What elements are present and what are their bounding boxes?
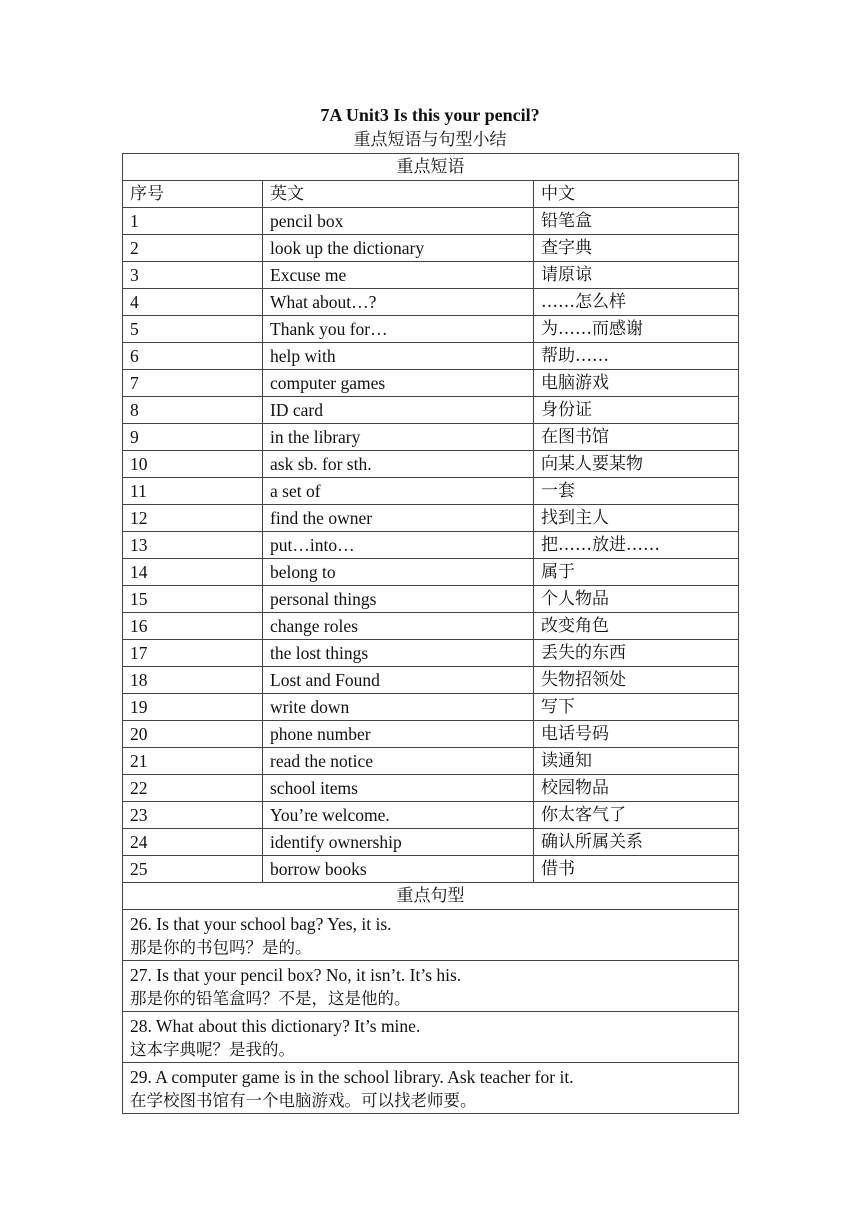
phrase-row [123,343,739,370]
phrase-chinese: 校园物品 [534,775,739,802]
phrase-chinese: 请原谅 [534,262,739,289]
summary-table [122,153,739,1114]
phrase-chinese: 在图书馆 [534,424,739,451]
phrase-row [123,586,739,613]
phrase-chinese: 电脑游戏 [534,370,739,397]
phrase-row [123,316,739,343]
phrase-chinese: 丢失的东西 [534,640,739,667]
phrase-row [123,262,739,289]
header-english: 英文 [263,181,534,208]
phrase-number: 1 [123,208,263,235]
sentence-cell [123,1012,739,1063]
phrase-chinese: 找到主人 [534,505,739,532]
phrase-row [123,775,739,802]
phrase-row [123,802,739,829]
phrase-row [123,721,739,748]
phrase-number: 7 [123,370,263,397]
phrase-english: identify ownership [263,829,534,856]
phrase-number: 22 [123,775,263,802]
phrase-number: 16 [123,613,263,640]
sentences-section-row [123,883,739,910]
phrase-number: 15 [123,586,263,613]
document-title: 7A Unit3 Is this your pencil? [320,105,540,125]
sentence-english: 27. Is that your pencil box? No, it isn’t. It’s his. [130,964,462,985]
phrase-english: belong to [263,559,534,586]
header-row [123,181,739,208]
phrase-english: borrow books [263,856,534,883]
phrase-chinese: 个人物品 [534,586,739,613]
phrase-number: 24 [123,829,263,856]
sentences-section-heading: 重点句型 [123,883,739,910]
header-number: 序号 [123,181,263,208]
phrase-row [123,289,739,316]
phrase-number: 3 [123,262,263,289]
phrase-row [123,397,739,424]
phrase-chinese: 铅笔盒 [534,208,739,235]
phrase-english: Thank you for… [263,316,534,343]
phrase-english: change roles [263,613,534,640]
phrase-english: put…into… [263,532,534,559]
sentence-cell [123,910,739,961]
phrase-english: Lost and Found [263,667,534,694]
sentence-english: 29. A computer game is in the school library. Ask teacher for it. [130,1066,574,1087]
phrase-chinese: 身份证 [534,397,739,424]
phrase-row [123,478,739,505]
phrase-english: the lost things [263,640,534,667]
sentence-row [123,1012,739,1063]
phrase-row [123,370,739,397]
phrase-number: 14 [123,559,263,586]
phrase-english: ask sb. for sth. [263,451,534,478]
phrase-english: find the owner [263,505,534,532]
phrase-number: 23 [123,802,263,829]
sentence-cell [123,1063,739,1114]
phrase-english: read the notice [263,748,534,775]
phrase-chinese: 查字典 [534,235,739,262]
phrase-number: 25 [123,856,263,883]
phrase-chinese: 为……而感谢 [534,316,739,343]
phrase-english: pencil box [263,208,534,235]
phrase-english: look up the dictionary [263,235,534,262]
phrase-chinese: 一套 [534,478,739,505]
phrase-row [123,694,739,721]
phrase-row [123,748,739,775]
phrase-english: write down [263,694,534,721]
phrase-row [123,424,739,451]
phrases-section-heading: 重点短语 [123,154,739,181]
phrase-english: Excuse me [263,262,534,289]
phrase-chinese: 把……放进…… [534,532,739,559]
phrase-number: 2 [123,235,263,262]
phrase-row [123,505,739,532]
phrase-chinese: 失物招领处 [534,667,739,694]
phrase-english: in the library [263,424,534,451]
phrase-row [123,640,739,667]
phrase-english: help with [263,343,534,370]
sentence-chinese: 那是你的铅笔盒吗？不是，这是他的。 [130,988,411,1008]
phrase-row [123,829,739,856]
phrase-row [123,235,739,262]
phrase-chinese: 向某人要某物 [534,451,739,478]
phrase-row [123,532,739,559]
sentence-cell [123,961,739,1012]
phrase-number: 12 [123,505,263,532]
sentence-chinese: 那是你的书包吗？是的。 [130,937,312,957]
phrase-chinese: 确认所属关系 [534,829,739,856]
phrases-section-row [123,154,739,181]
phrase-row [123,451,739,478]
phrase-number: 18 [123,667,263,694]
phrase-english: phone number [263,721,534,748]
phrase-number: 21 [123,748,263,775]
phrase-number: 6 [123,343,263,370]
sentence-chinese: 在学校图书馆有一个电脑游戏。可以找老师要。 [130,1090,477,1110]
sentence-row [123,961,739,1012]
phrase-number: 10 [123,451,263,478]
phrase-number: 11 [123,478,263,505]
sentence-row [123,910,739,961]
phrase-chinese: 借书 [534,856,739,883]
document-subtitle: 重点短语与句型小结 [353,130,507,150]
phrase-chinese: 电话号码 [534,721,739,748]
phrase-row [123,208,739,235]
phrase-chinese: ……怎么样 [534,289,739,316]
phrase-chinese: 你太客气了 [534,802,739,829]
phrase-number: 4 [123,289,263,316]
phrase-row [123,856,739,883]
phrase-row [123,559,739,586]
phrase-english: a set of [263,478,534,505]
phrase-row [123,613,739,640]
phrase-english: ID card [263,397,534,424]
phrase-number: 17 [123,640,263,667]
phrase-number: 5 [123,316,263,343]
phrase-english: computer games [263,370,534,397]
phrase-number: 19 [123,694,263,721]
phrase-english: school items [263,775,534,802]
phrase-chinese: 写下 [534,694,739,721]
sentence-row [123,1063,739,1114]
phrase-row [123,667,739,694]
phrase-number: 13 [123,532,263,559]
phrase-english: personal things [263,586,534,613]
phrase-chinese: 帮助…… [534,343,739,370]
header-chinese: 中文 [534,181,739,208]
phrase-chinese: 读通知 [534,748,739,775]
phrase-english: What about…? [263,289,534,316]
sentence-english: 28. What about this dictionary? It’s mine. [130,1015,421,1036]
phrase-number: 8 [123,397,263,424]
phrase-chinese: 属于 [534,559,739,586]
sentence-english: 26. Is that your school bag? Yes, it is. [130,913,392,934]
phrase-number: 9 [123,424,263,451]
sentence-chinese: 这本字典呢？是我的。 [130,1039,295,1059]
phrase-english: You’re welcome. [263,802,534,829]
phrase-chinese: 改变角色 [534,613,739,640]
phrase-number: 20 [123,721,263,748]
